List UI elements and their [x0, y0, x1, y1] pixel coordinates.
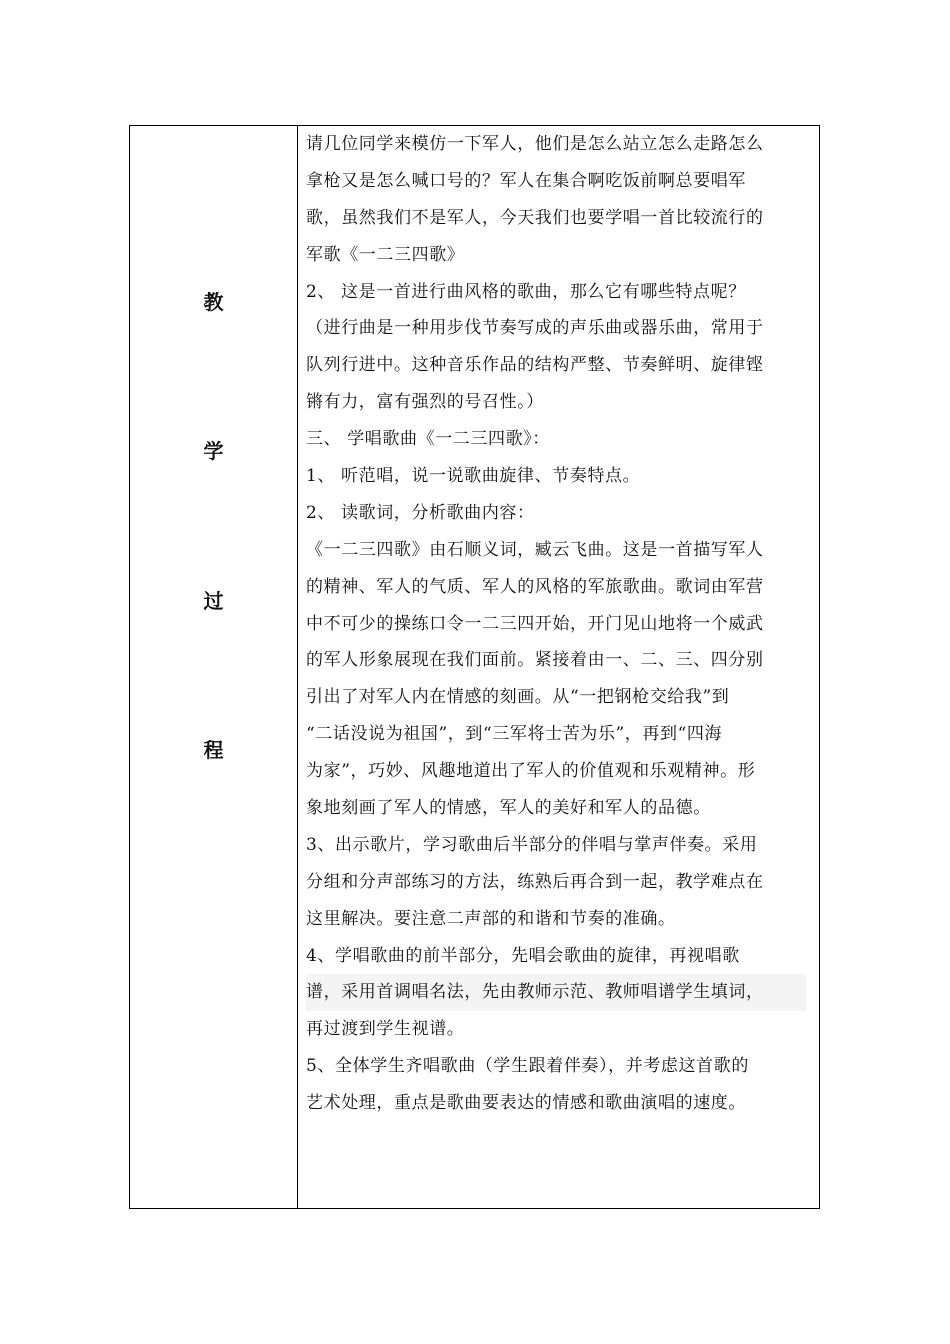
content-line: 中不可少的操练口令一二三四开始，开门见山地将一个威武: [306, 613, 764, 634]
section-label-char: 程: [203, 738, 224, 762]
content-line: 5、全体学生齐唱歌曲（学生跟着伴奏），并考虑这首歌的: [306, 1056, 749, 1077]
content-line: 锵有力，富有强烈的号召性。）: [306, 392, 544, 413]
content-line: 4、学唱歌曲的前半部分，先唱会歌曲的旋律，再视唱歌: [306, 945, 740, 966]
lesson-table: [129, 125, 820, 1209]
content-line: 的精神、军人的气质、军人的风格的军旅歌曲。歌词由军营: [306, 576, 764, 597]
content-line: 谱，采用首调唱名法，先由教师示范、教师唱谱学生填词，: [306, 974, 806, 1011]
content-line: 3、出示歌片，学习歌曲后半部分的伴唱与掌声伴奏。采用: [306, 834, 758, 855]
content-line: 拿枪又是怎么喊口号的？军人在集合啊吃饭前啊总要唱军: [306, 170, 746, 191]
content-line: 艺术处理，重点是歌曲要表达的情感和歌曲演唱的速度。: [306, 1093, 746, 1114]
content-line: 的军人形象展现在我们面前。紧接着由一、二、三、四分别: [306, 650, 764, 671]
section-label-char: 过: [203, 589, 224, 613]
content-line: 分组和分声部练习的方法，练熟后再合到一起，教学难点在: [306, 871, 764, 892]
content-line: 歌，虽然我们不是军人，今天我们也要学唱一首比较流行的: [306, 207, 764, 228]
content-line: 《一二三四歌》由石顺义词，臧云飞曲。这是一首描写军人: [306, 539, 764, 560]
content-line: 1、 听范唱，说一说歌曲旋律、节奏特点。: [306, 466, 641, 487]
content-line: 再过渡到学生视谱。: [306, 1019, 465, 1040]
content-line: （进行曲是一种用步伐节奏写成的声乐曲或器乐曲，常用于: [306, 318, 764, 339]
content-line: 队列行进中。这种音乐作品的结构严整、节奏鲜明、旋律铿: [306, 355, 764, 376]
column-divider: [297, 126, 298, 1208]
content-line: “二话没说为祖国”，到“三军将士苦为乐”，再到“四海: [306, 724, 723, 745]
content-line: 这里解决。要注意二声部的和谐和节奏的准确。: [306, 908, 676, 929]
section-label-char: 学: [203, 439, 224, 463]
section-label-column: [130, 126, 297, 1208]
content-line: 三、 学唱歌曲《一二三四歌》：: [306, 429, 550, 450]
content-line: 2、 读歌词，分析歌曲内容：: [306, 502, 535, 523]
content-line: 请几位同学来模仿一下军人，他们是怎么站立怎么走路怎么: [306, 134, 764, 154]
content-line: 军歌《一二三四歌》: [306, 244, 465, 265]
section-label-char: 教: [203, 290, 224, 314]
lesson-content: [306, 126, 806, 1122]
content-line: 2、 这是一首进行曲风格的歌曲，那么它有哪些特点呢？: [306, 281, 746, 302]
content-line: 引出了对军人内在情感的刻画。从“一把钢枪交给我”到: [306, 687, 730, 708]
content-line: 象地刻画了军人的情感，军人的美好和军人的品德。: [306, 798, 711, 819]
content-line: 为家”，巧妙、风趣地道出了军人的价值观和乐观精神。形: [306, 761, 756, 782]
